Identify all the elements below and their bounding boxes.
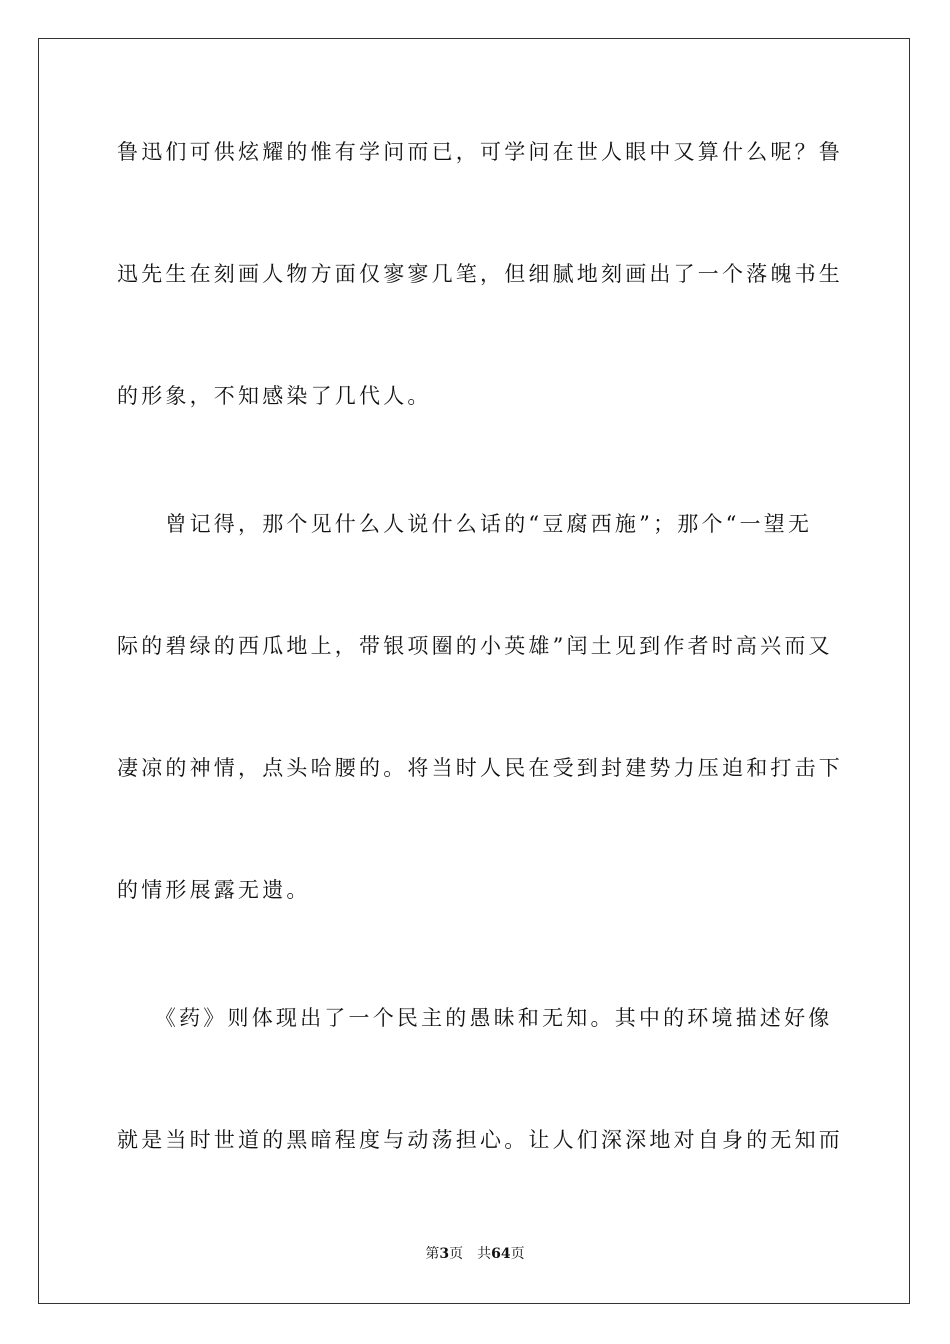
footer-prefix: 第 [425, 1246, 440, 1262]
text-line: 《药》则体现出了一个民主的愚昧和无知。其中的环境描述好像 [117, 1006, 833, 1030]
text-line: 就是当时世道的黑暗程度与动荡担心。让人们深深地对自身的无知而 [117, 1128, 843, 1152]
text-line: 曾记得，那个见什么人说什么话的“豆腐西施”；那个“一望无 [117, 512, 813, 536]
text-line: 迅先生在刻画人物方面仅寥寥几笔，但细腻地刻画出了一个落魄书生 [117, 262, 843, 286]
page-footer [0, 1244, 950, 1264]
page-border [38, 38, 910, 1304]
text-line: 鲁迅们可供炫耀的惟有学问而已，可学问在世人眼中又算什么呢？鲁 [117, 140, 843, 164]
text-line: 际的碧绿的西瓜地上，带银项圈的小英雄”闰土见到作者时高兴而又 [117, 634, 833, 658]
footer-suffix: 页 [510, 1246, 525, 1262]
page-number: 3 [439, 1246, 450, 1262]
total-pages: 64 [491, 1246, 511, 1262]
text-line: 凄凉的神情，点头哈腰的。将当时人民在受到封建势力压迫和打击下 [117, 756, 843, 780]
text-line: 的形象，不知感染了几代人。 [117, 384, 432, 408]
footer-middle: 页 共 [449, 1246, 492, 1262]
text-line: 的情形展露无遗。 [117, 878, 311, 902]
